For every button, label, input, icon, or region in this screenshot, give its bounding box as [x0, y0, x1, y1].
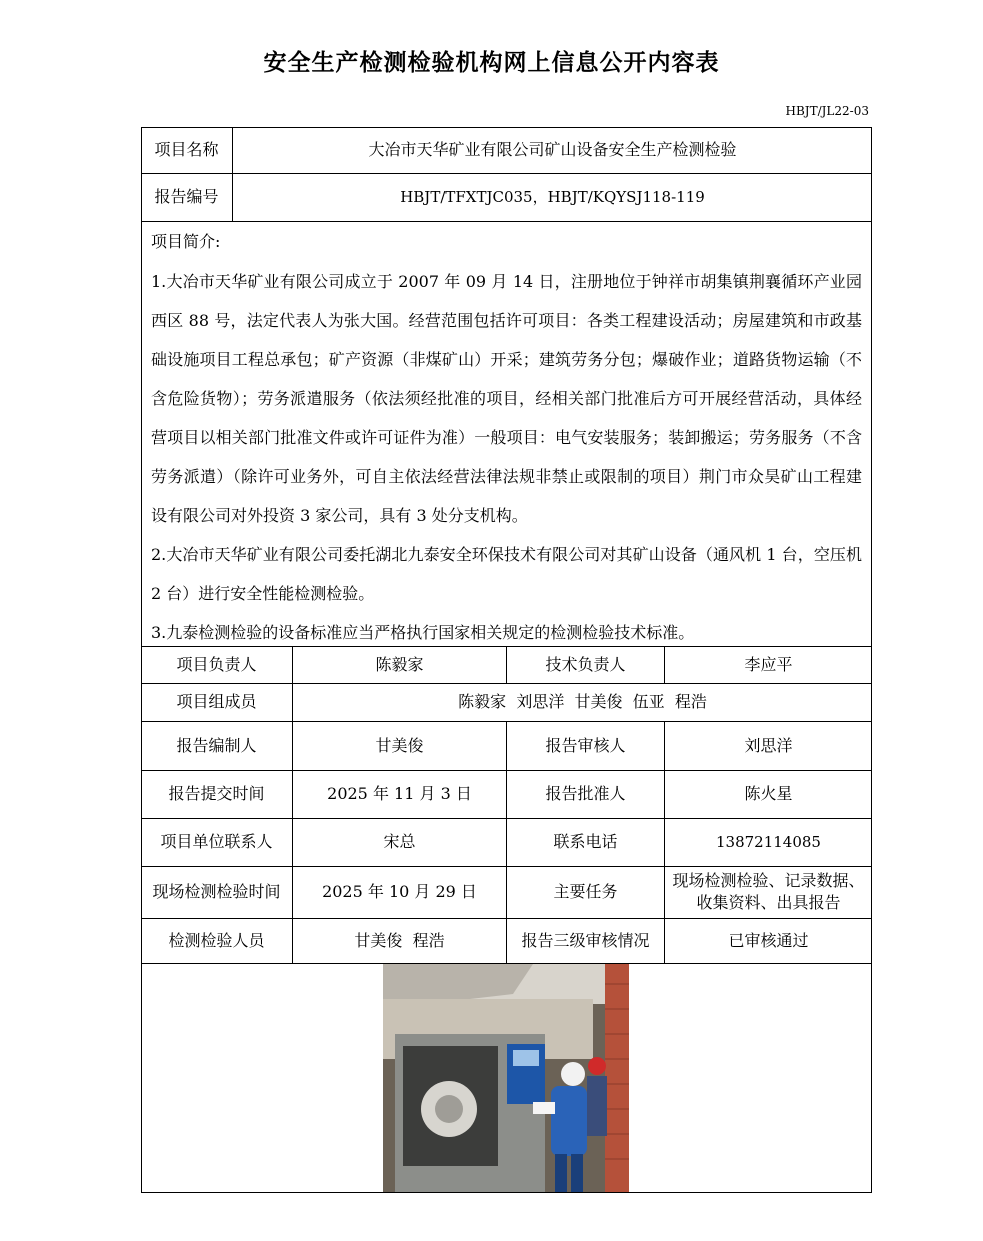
leader-value: 陈毅家 — [293, 646, 507, 683]
reviewer-label: 报告审核人 — [507, 721, 665, 770]
submit-row — [141, 770, 872, 818]
intro-paragraph-3: 3.九泰检测检验的设备标准应当严格执行国家相关规定的检测检验技术标准。 — [151, 623, 695, 642]
approver-value: 陈火星 — [744, 784, 793, 803]
doc-number: HBJT/JL22-03 — [785, 104, 869, 118]
onsite-value: 2025 年 10 月 29 日 — [293, 866, 507, 918]
intro-paragraph-2: 2.大冶市天华矿业有限公司委托湖北九泰安全环保技术有限公司对其矿山设备（通风机 1 台，空压机 2 台）进行安全性能检测检验。 — [151, 545, 862, 603]
project-name-value: 大冶市天华矿业有限公司矿山设备安全生产检测检验 — [368, 140, 737, 159]
tech-leader-label: 技术负责人 — [507, 646, 665, 683]
project-name-row — [141, 127, 872, 173]
report-number-value: HBJT/TFXTJC035，HBJT/KQYSJ118-119 — [400, 188, 705, 206]
report-number-label: 报告编号 — [141, 173, 233, 221]
approver-label: 报告批准人 — [507, 770, 665, 818]
contact-value: 宋总 — [293, 818, 507, 866]
report-number-row — [141, 173, 872, 221]
reviewer-value: 刘思洋 — [744, 735, 793, 755]
intro-heading: 项目简介: — [151, 232, 221, 251]
task-label: 主要任务 — [507, 866, 665, 918]
onsite-label: 现场检测检验时间 — [141, 866, 293, 918]
members-row — [141, 683, 872, 721]
project-intro — [141, 222, 872, 649]
page-title: 安全生产检测检验机构网上信息公开内容表 — [263, 49, 720, 76]
tech-leader-value: 李应平 — [744, 654, 793, 674]
phone-value: 13872114085 — [716, 833, 821, 851]
review-status-label: 报告三级审核情况 — [507, 918, 665, 963]
inspectors-value: 甘美俊 程浩 — [293, 918, 507, 963]
leader-row — [141, 646, 872, 683]
contact-label: 项目单位联系人 — [141, 818, 293, 866]
compiler-row — [141, 721, 872, 770]
submit-value: 2025 年 11 月 3 日 — [293, 770, 507, 818]
inspectors-row — [141, 918, 872, 963]
inspectors-label: 检测检验人员 — [141, 918, 293, 963]
intro-paragraph-1: 1.大冶市天华矿业有限公司成立于 2007 年 09 月 14 日，注册地位于钟祥市胡集镇荆襄循环产业园西区 88 号，法定代表人为张大国。经营范围包括许可项目：各类工程建设活动；房屋建筑和市政基础设施项目工程总承包；矿产资源（非煤矿山）开采；建筑劳务分包；爆破作业；道路货物运输（不含危险货物）；劳务派遣服务（依法须经批准的项目，经相关部门批准后方可开展经营活动，具体经营项目以相关部门批准文件或许可证件为准）一般项目：电气安装服务；装卸搬运；劳务服务（不含劳务派遣）（除许可业务外，可自主依法经营法律法规非禁止或限制的项目）荆门市众昊矿山工程建设有限公司对外投资 3 家公司，具有 3 处分支机构。 — [151, 272, 862, 525]
review-status-value: 已审核通过 — [728, 930, 809, 950]
site-inspection-photo — [383, 964, 629, 1192]
submit-label: 报告提交时间 — [141, 770, 293, 818]
onsite-row — [141, 866, 872, 918]
task-value: 现场检测检验、记录数据、收集资料、出具报告 — [672, 871, 865, 912]
project-name-label: 项目名称 — [141, 127, 233, 173]
leader-label: 项目负责人 — [141, 646, 293, 683]
compiler-value: 甘美俊 — [293, 721, 507, 770]
contact-row — [141, 818, 872, 866]
compiler-label: 报告编制人 — [141, 721, 293, 770]
members-value: 陈毅家 刘思洋 甘美俊 伍亚 程浩 — [458, 692, 707, 711]
members-label: 项目组成员 — [141, 683, 293, 721]
phone-label: 联系电话 — [507, 818, 665, 866]
